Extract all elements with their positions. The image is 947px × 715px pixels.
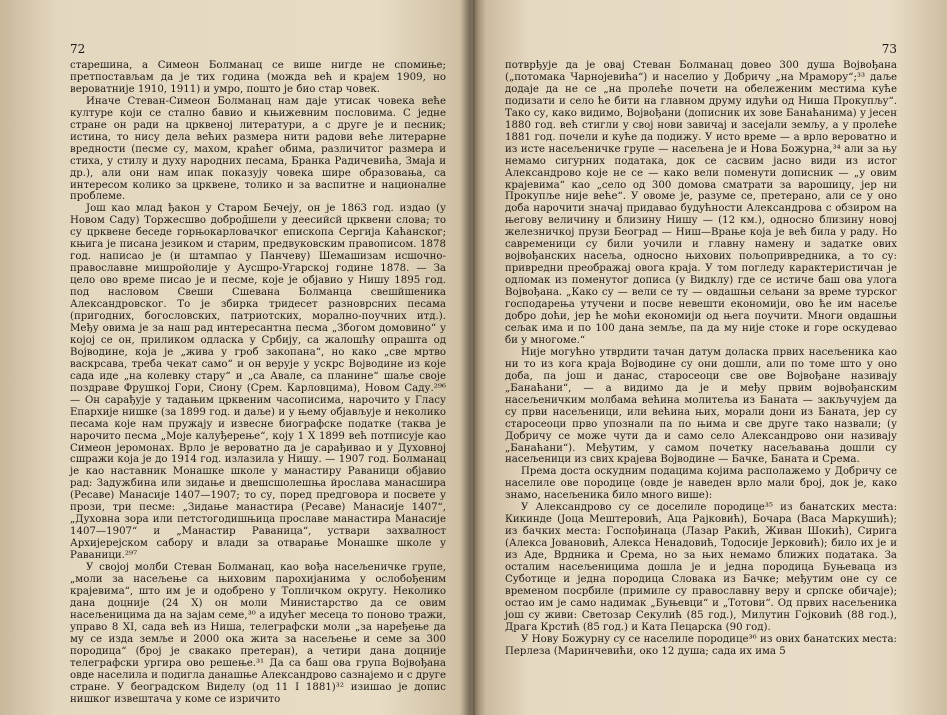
paragraph: Још као млад ђакон у Старом Бечеју, он је 1863 год. издао (у Новом Саду) Торжесшво доброд̄шели у деесийсй црквени слова; то су црквене беседе горњокарловачког епископа Сергија Каћанског; књига је писана језиком и старим, предвуковским правописом. 1878 год. написао је (и штампао у Панчеву) Шемашизам исшочно-православне мишройолије у Аусшро-Угарској године 1878. — За цело ово време писао је и песме, које је објавио у Нишу 1895 год. под насловом Свеши Сшевана Болманца свешйшеника Александровског. То је збирка тридесет разноврсних песама (пригодних, богословских, патриотских, морално-поучних итд.). Међу овима је за наш рад интересантна песма „Збогом домовино“ у којој се он, приликом одласка у Србију, са жалошћу опрашта од Војводине, која је „жива у гроб закопана“, но како „све мртво васкрсава, треба чекат само“ и он верује у ускрс Војводине из које сада иде „на колевку стару“ и „са Авале, са планине“ шаље своје поздраве Фрушкој Гори, Сиону (Срем. Карловцима), Новом Саду.²⁹⁶ — Он сарађује у тадањим црквеним часописима, нарочито у Гласу Епархије нишке (за 1899 год. и даље) и у њему објављује и неколико песама које нам пружају и извесне биографске податке (таква је нарочито песма „Моје калуђерење“, коју 1 X 1899 већ потписује као Симеон јеромонах. Врло је вероватно да је сарађивао и у Духовној сшражи која је до 1914 год. излазила у Нишу. — 1907 год. Болманац је као наставник Монашке школе у манастиру Раваници објавио рад: Задужбина или зидање и двешсшолешња йрослава манасшира (Ресаве) Манасије 1407—1907; то су, поред предговора и посвете у прози, три песме: „Зидање манастира (Ресаве) Манасије 1407“, „Духовна зора или петстогодишњица прославе манастира Манасије 1407—1907“ и „Манастир Раваница“, уствари захвалност Архијерејском сабору и влади за отварање Монашке школе у Раваници.²⁹⁷ [70,203,446,562]
right-page-body [505,60,897,658]
paragraph: Иначе Стеван-Симеон Болманац нам даје утисак човека веће културе који се стално бавио и књижевним пословима. С једне стране он ради на црквеној литератури, а с друге је и песник; истина, то нису дела већих размера нити радови веће литерарне вредности (песме су, махом, краћег обима, различитог размера и стиха, у стилу и духу народних песама, Бранка Радичевића, Змаја и др.), али они нам ипак показују човека шире образовања, са интересом колико за црквене, толико и за васпитне и националне проблеме. [70,95,446,203]
paragraph: старешина, а Симеон Болманац се више нигде не спомиње; претпостављам да је тих година (можда већ и крајем 1909, но вероватније 1910, 1911) и умро, пошто је био стар човек. [70,60,446,95]
paragraph: Према доста оскудним подацима којима располажемо у Добричу се населиле ове породице (овде је наведен врло мали број, док је, како знамо, насељеника било много више): [505,466,897,502]
left-page-body [70,60,446,705]
paragraph: Није могућно утврдити тачан датум доласка првих насељеника као ни то из кога краја Војводине су они дошли, али по томе што у оно доба, па још и данас, старосеоци све ове Војвођане називају „Банаћани“, — а видимо да је и међу првим војвођанским насељеничким молбама већина молитеља из Баната — закључујем да су први насељеници, или већина њих, морали дони из Баната, јер су старосеоци прво упознали па по њима и све друге тако назвали; (у Добричу се може чути да и само село Александрово они називају „Банаћани“). Међутим, у самом почетку насељавања дошли су насељеници из свих крајева Војводине — Бачке, Баната и Срема. [505,346,897,466]
paragraph: У Александрово су се доселиле породице³⁵ из банатских места: Кикинде (Јоца Мештеровић, Аца Рајковић), Бочара (Васа Маркушић); из бачких места: Госпођинаца (Лазар Ракић, Живан Шокић), Сирига (Алекса Јовановић, Алекса Ненадовић, Тодосије Јерковић); било их је и из Аде, Врдника и Срема, но за њих немамо ближих података. За осталим насељеницима дошла је и једна породица Буњеваца из Суботице и једна породица Словака из Бачке; међутим оне су се временом посрбиле (примиле су православну веру и српске обичаје); остао им је само надимак „Буњевци“ и „Тотови“. Од првих насељеника још су живи: Светозар Секулић (85 год.), Милутин Гојковић (88 год.), Драга Крстић (85 год.) и Ката Пецарска (90 год). [505,502,897,633]
paragraph: потврђује да је овај Стеван Болманац довео 300 душа Војвођана („потомака Чарнојевића“) и населио у Добричу „на Мрамору“;³³ даље додаје да не се „на пролеће почети на обележеним местима куће подизати и село ће бити на главном друму идући од Ниша Прокупљу“. Тако су, како видимо, Војвођани (дописник их зове Банаћанима) у јесен 1880 год. већ стигли у свој нови завичај и засејали земљу, а у пролеће 1881 год. почели и куће да подижу. У исто време — а врло вероватно и из исте насељеничке групе — насељена је и Нова Божурна,³⁴ али за њу немамо сигурних података, док се сасвим јасно види из истог Александрово које не се — како вели поменути дописник — „у овим крајевима“ као „село од 300 домова сматрати за варошицу, јер ни Прокупље није веће“. У овоме је, разуме се, претерано, али се у оно доба нарочити значај придавао будућности Александрова с обзиром на његову величину и близину Нишу — (12 км.), односно близину новој железничкој прузи Београд — Ниш—Врање која је већ била у раду. Но савременици су били уочили и главну намену и задатке ових војвођанских насеља, односно њихових пољопривредника, а то су: привредни преображај овога краја. У том погледу карактеристичан је одломак из поменутог дописа (у Видклу) где се истиче баш ова улога Војвођана. „Како су — вели се ту — овдашњи сељани за време турског господарења утучени и посве невешти економији, ово ће им насеље добро доћи, јер ће моћи економији од њега поучити. Многи овдашњи сељак има и по 100 дана земље, па да му није стоке и горе оскудевао би у многоме.“ [505,60,897,346]
page-number-right: 73 [881,42,897,56]
page-number-left: 72 [70,42,86,56]
right-page [477,0,947,715]
left-page [0,0,470,715]
paragraph: У својој молби Стеван Болманац, као вођа насељеничке групе, „моли за насељење са њиховим парохијанима у ослобођеним крајевима“, што им је и одобрено у Топличком округу. Неколико дана доцније (24 X) он моли Министарство да се овим насељеницима да на зајам семе,³⁰ а идућег месеца то поново тражи, управо 8 XI, сада већ из Ниша, телеграфски моли „за наређење да му се изда земље и 2000 ока жита за насељење и семе за 300 породица“ (број је свакако претеран), а четири дана доцније телеграфски ургира ово решење.³¹ Да са баш ова група Војвођана овде населила и подигла данашње Александрово сазнајемо и с друге стране. У београдском Виделу (од 11 I 1881)³² изишао је допис нишког извештача у коме се изричито [70,562,446,705]
paragraph: У Нову Божурну су се населиле породице³⁶ из ових банатских места: Перлеза (Маринчевићи, око 12 душа; сада их има 5 [505,633,897,657]
